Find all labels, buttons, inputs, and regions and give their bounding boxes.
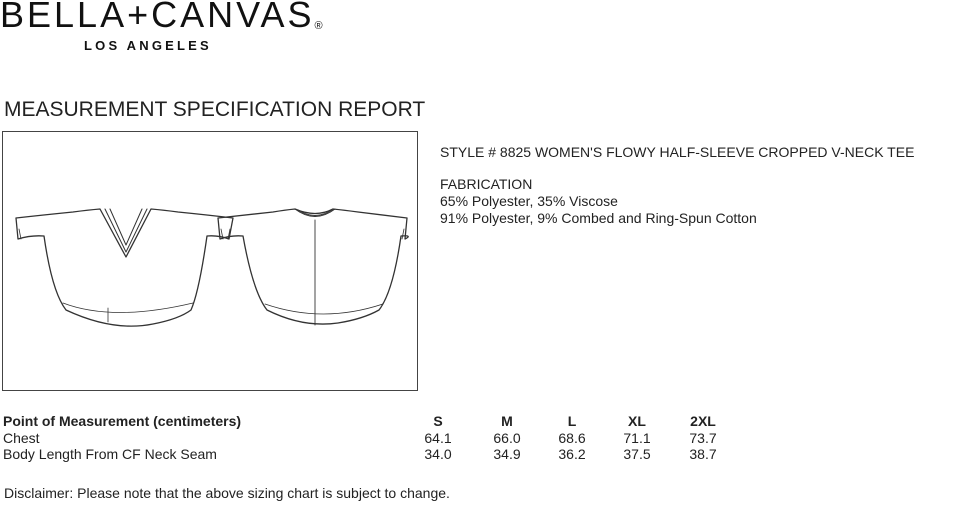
size-header-xl: XL xyxy=(628,413,646,429)
cell-value: 68.6 xyxy=(558,429,586,446)
cell-value: 64.1 xyxy=(424,429,452,446)
report-title: MEASUREMENT SPECIFICATION REPORT xyxy=(4,98,426,121)
row-label: Chest xyxy=(3,429,40,446)
front-view-sketch xyxy=(16,209,233,326)
garment-flat-sketch xyxy=(3,132,419,392)
cell-value: 73.7 xyxy=(689,429,717,446)
disclaimer-text: Disclaimer: Please note that the above sizing chart is subject to change. xyxy=(4,485,450,501)
size-header-2xl: 2XL xyxy=(690,413,716,429)
cell-value: 66.0 xyxy=(493,429,521,446)
style-line: STYLE # 8825 WOMEN'S FLOWY HALF-SLEEVE CROPPED V-NECK TEE xyxy=(440,144,915,160)
size-header-s: S xyxy=(433,413,443,429)
brand-location: LOS ANGELES xyxy=(84,38,212,53)
table-header-row xyxy=(3,413,735,430)
brand-name: BELLA+CANVAS xyxy=(0,0,315,35)
measurement-table xyxy=(3,413,735,463)
garment-drawing-panel xyxy=(2,131,418,391)
size-header-l: L xyxy=(567,413,577,429)
back-view-sketch xyxy=(218,209,408,325)
cell-value: 34.9 xyxy=(493,446,521,462)
point-of-measurement-header: Point of Measurement (centimeters) xyxy=(3,413,242,429)
registered-mark: ® xyxy=(314,20,323,32)
cell-value: 38.7 xyxy=(689,446,717,462)
cell-value: 71.1 xyxy=(623,429,651,446)
cell-value: 37.5 xyxy=(623,446,651,462)
cell-value: 36.2 xyxy=(558,446,586,462)
table-row xyxy=(3,430,735,447)
table-row xyxy=(3,446,735,463)
row-label: Body Length From CF Neck Seam xyxy=(3,446,217,462)
fabrication-label: FABRICATION xyxy=(440,176,533,192)
fabrication-line-1: 65% Polyester, 35% Viscose xyxy=(440,193,618,209)
size-header-m: M xyxy=(501,413,513,429)
cell-value: 34.0 xyxy=(424,446,452,462)
brand-logo xyxy=(0,0,323,36)
fabrication-line-2: 91% Polyester, 9% Combed and Ring-Spun Cotton xyxy=(440,210,757,226)
